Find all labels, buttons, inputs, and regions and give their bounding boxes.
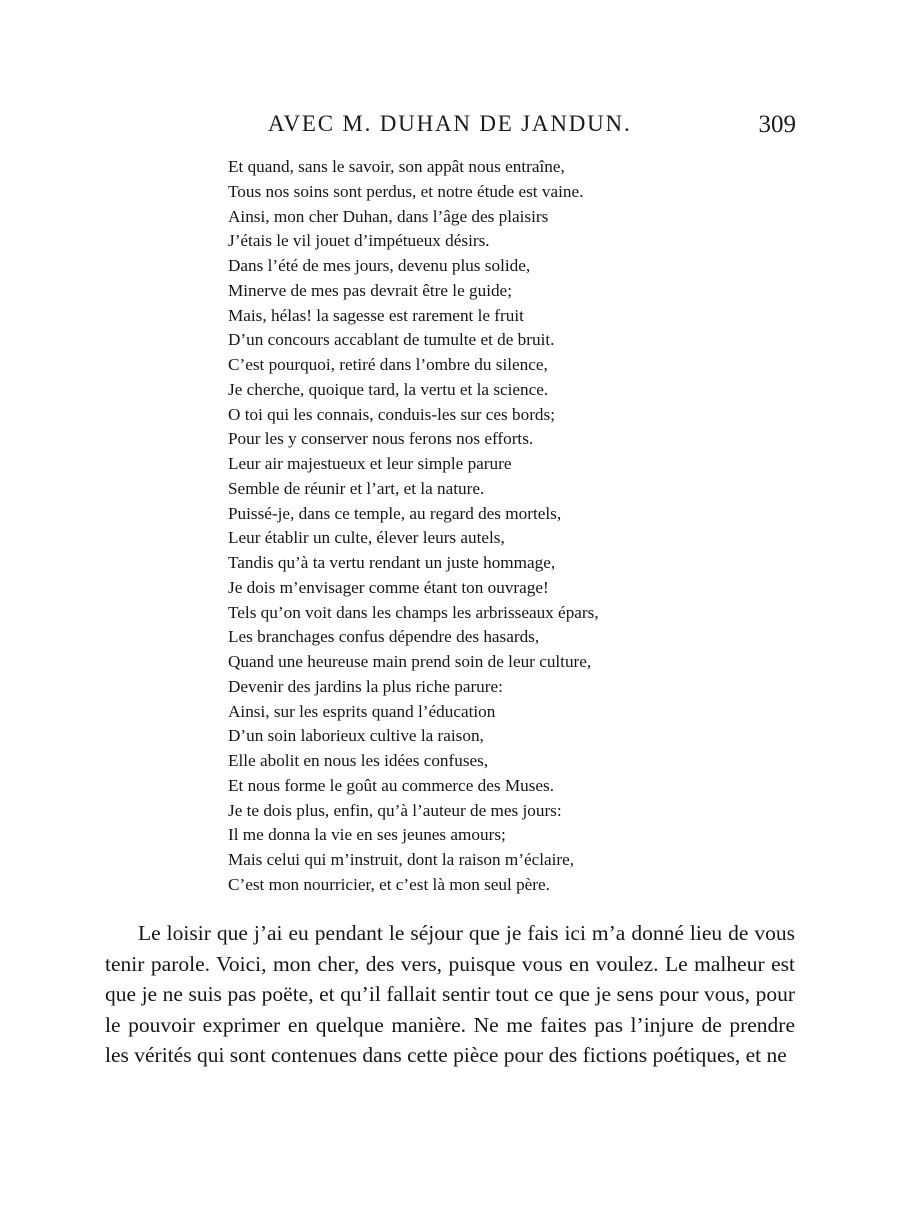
poem-block <box>228 155 728 898</box>
verse-line: Tous nos soins sont perdus, et notre étude est vaine. <box>228 181 584 201</box>
verse-line: Tels qu’on voit dans les champs les arbrisseaux épars, <box>228 602 599 622</box>
verse-line: Ainsi, sur les esprits quand l’éducation <box>228 701 496 721</box>
verse-line: Je cherche, quoique tard, la vertu et la science. <box>228 379 549 399</box>
verse-line: Mais celui qui m’instruit, dont la raison m’éclaire, <box>228 850 575 869</box>
verse-line: Tandis qu’à ta vertu rendant un juste hommage, <box>228 553 556 572</box>
verse-line: Leur établir un culte, élever leurs autels, <box>228 528 505 548</box>
prose-paragraph: Le loisir que j’ai eu pendant le séjour que je fais ici m’a donné lieu de vous tenir parole. Voici, mon cher, des vers, puisque vous en voulez. Le malheur est que je ne suis pas poëte, et qu’il fallait sentir tout ce que je sens pour vous, pour le pouvoir exprimer en quelque manière. Ne me faites pas l’injure de prendre les vérités qui sont contenues dans cette pièce pour des fictions poétiques, et ne <box>105 921 795 1068</box>
verse-line: Les branchages confus dépendre des hasards, <box>228 627 540 647</box>
verse-line: Leur air majestueux et leur simple parure <box>228 454 512 473</box>
verse-line: Mais, hélas! la sagesse est rarement le fruit <box>228 305 524 325</box>
verse-line: Je te dois plus, enfin, qu’à l’auteur de mes jours: <box>228 800 562 820</box>
verse-line: J’étais le vil jouet d’impétueux désirs. <box>228 231 490 251</box>
verse-line: Je dois m’envisager comme étant ton ouvrage! <box>228 577 549 597</box>
verse-line: Ainsi, mon cher Duhan, dans l’âge des plaisirs <box>228 206 549 226</box>
verse-line: C’est pourquoi, retiré dans l’ombre du silence, <box>228 355 548 374</box>
verse-line: Minerve de mes pas devrait être le guide; <box>228 280 512 300</box>
verse-line: Semble de réunir et l’art, et la nature. <box>228 478 485 498</box>
running-head: AVEC M. DUHAN DE JANDUN. <box>268 111 632 136</box>
verse-line: D’un soin laborieux cultive la raison, <box>228 726 484 746</box>
verse-line: Devenir des jardins la plus riche parure: <box>228 676 503 696</box>
verse-line: C’est mon nourricier, et c’est là mon seul père. <box>228 874 550 894</box>
verse-line: Puissé-je, dans ce temple, au regard des mortels, <box>228 503 562 523</box>
verse-line: Il me donna la vie en ses jeunes amours; <box>228 825 506 845</box>
verse-line: D’un concours accablant de tumulte et de bruit. <box>228 330 555 350</box>
verse-line: Dans l’été de mes jours, devenu plus solide, <box>228 256 531 275</box>
page-number: 309 <box>758 111 796 138</box>
verse-line: Et nous forme le goût au commerce des Muses. <box>228 775 555 795</box>
verse-line: Pour les y conserver nous ferons nos efforts. <box>228 429 534 449</box>
verse-line: O toi qui les connais, conduis-les sur ces bords; <box>228 404 555 424</box>
verse-line: Quand une heureuse main prend soin de leur culture, <box>228 652 592 671</box>
verse-line: Et quand, sans le savoir, son appât nous entraîne, <box>228 157 565 176</box>
verse-line: Elle abolit en nous les idées confuses, <box>228 751 489 770</box>
